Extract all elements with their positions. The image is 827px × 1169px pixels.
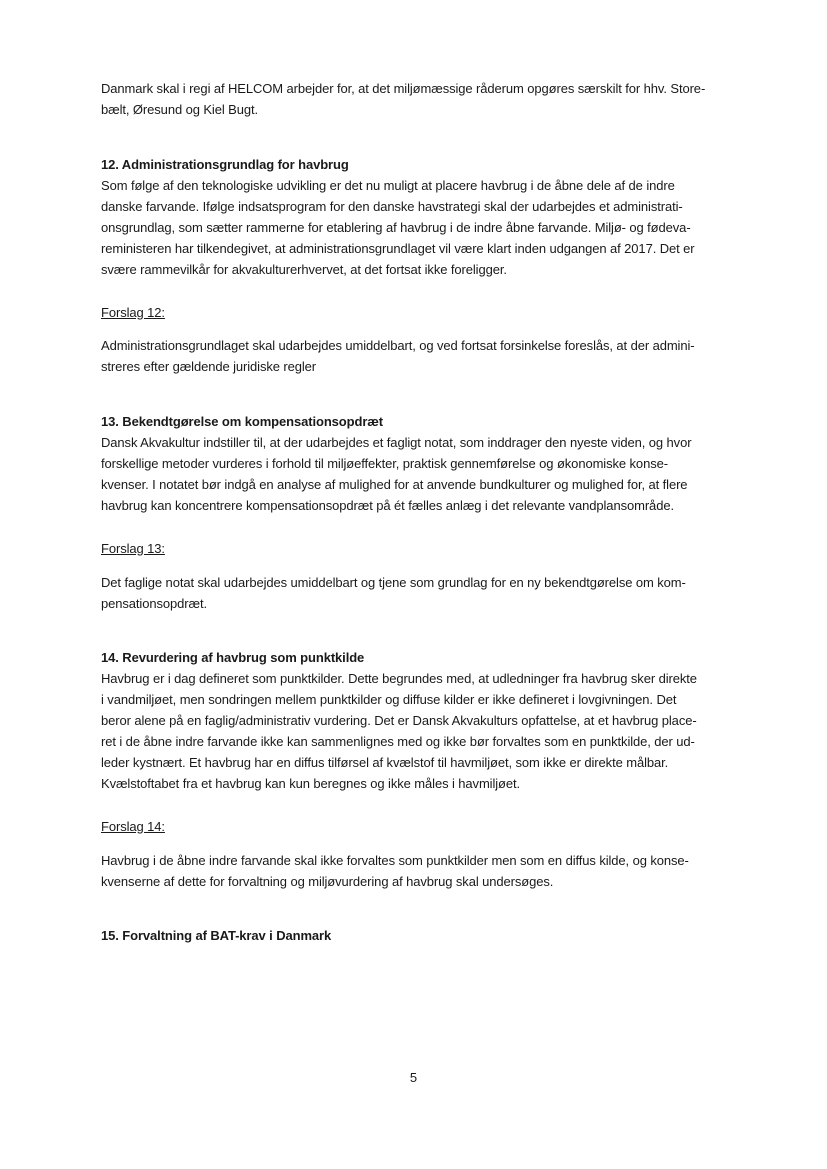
- body-line: reministeren har tilkendegivet, at administrationsgrundlaget vil være klart inden udgangen af 2017. Det er: [101, 241, 695, 256]
- proposal-line: Det faglige notat skal udarbejdes umiddelbart og tjene som grundlag for en ny bekendtgørelse om kom-: [101, 575, 686, 590]
- body-line: danske farvande. Ifølge indsatsprogram for den danske havstrategi skal der udarbejdes et administrati-: [101, 199, 683, 214]
- page-number: 5: [409, 1070, 418, 1085]
- proposal-line: pensationsopdræt.: [101, 596, 207, 611]
- body-line: kvenser. I notatet bør indgå en analyse af mulighed for at anvende bundkulturer og mulighed for, at flere: [101, 477, 688, 492]
- body-line: onsgrundlag, som sætter rammerne for etablering af havbrug i de indre åbne farvande. Miljø- og fødeva-: [101, 220, 691, 235]
- proposal-line: kvenserne af dette for forvaltning og miljøvurdering af havbrug skal undersøges.: [101, 874, 554, 889]
- proposal-line: streres efter gældende juridiske regler: [101, 359, 317, 374]
- proposal-label: Forslag 13:: [101, 541, 165, 556]
- body-line: forskellige metoder vurderes i forhold til miljøeffekter, praktisk gennemførelse og økonomiske konse-: [101, 456, 668, 471]
- body-line: Kvælstoftabet fra et havbrug kan kun beregnes og ikke måles i havmiljøet.: [101, 776, 521, 791]
- body-line: i vandmiljøet, men sondringen mellem punktkilder og diffuse kilder er ikke defineret i lovgivningen. Det: [101, 692, 677, 707]
- body-line: leder kystnært. Et havbrug har en diffus tilførsel af kvælstof til havmiljøet, som ikke er direkte målbar.: [101, 755, 669, 770]
- body-line: havbrug kan koncentrere kompensationsopdræt på ét fælles anlæg i det relevante vandplansområde.: [101, 498, 674, 513]
- section-heading: 13. Bekendtgørelse om kompensationsopdræt: [101, 414, 383, 429]
- body-line: ret i de åbne indre farvande ikke kan sammenlignes med og ikke bør forvaltes som en punktkilde, der ud-: [101, 734, 695, 749]
- body-line: Dansk Akvakultur indstiller til, at der udarbejdes et fagligt notat, som inddrager den nyeste viden, og hvor: [101, 435, 692, 450]
- section-heading: 12. Administrationsgrundlag for havbrug: [101, 157, 349, 172]
- body-line: Havbrug er i dag defineret som punktkilder. Dette begrundes med, at udledninger fra havbrug sker direkte: [101, 671, 697, 686]
- section-heading: 14. Revurdering af havbrug som punktkilde: [101, 650, 365, 665]
- section-heading: 15. Forvaltning af BAT-krav i Danmark: [101, 928, 332, 943]
- proposal-line: Havbrug i de åbne indre farvande skal ikke forvaltes som punktkilder men som en diffus kilde, og konse-: [101, 853, 689, 868]
- body-line: svære rammevilkår for akvakulturerhvervet, at det fortsat ikke foreligger.: [101, 262, 507, 277]
- proposal-label: Forslag 12:: [101, 305, 165, 320]
- proposal-line: Administrationsgrundlaget skal udarbejdes umiddelbart, og ved fortsat forsinkelse foreslås, at der admini-: [101, 338, 695, 353]
- body-line: beror alene på en faglig/administrativ vurdering. Det er Dansk Akvakulturs opfattelse, at et havbrug place-: [101, 713, 697, 728]
- intro-line: bælt, Øresund og Kiel Bugt.: [101, 102, 259, 117]
- proposal-label: Forslag 14:: [101, 819, 165, 834]
- intro-line: Danmark skal i regi af HELCOM arbejder for, at det miljømæssige råderum opgøres særskilt for hhv. Store-: [101, 81, 706, 96]
- body-line: Som følge af den teknologiske udvikling er det nu muligt at placere havbrug i de åbne dele af de indre: [101, 178, 675, 193]
